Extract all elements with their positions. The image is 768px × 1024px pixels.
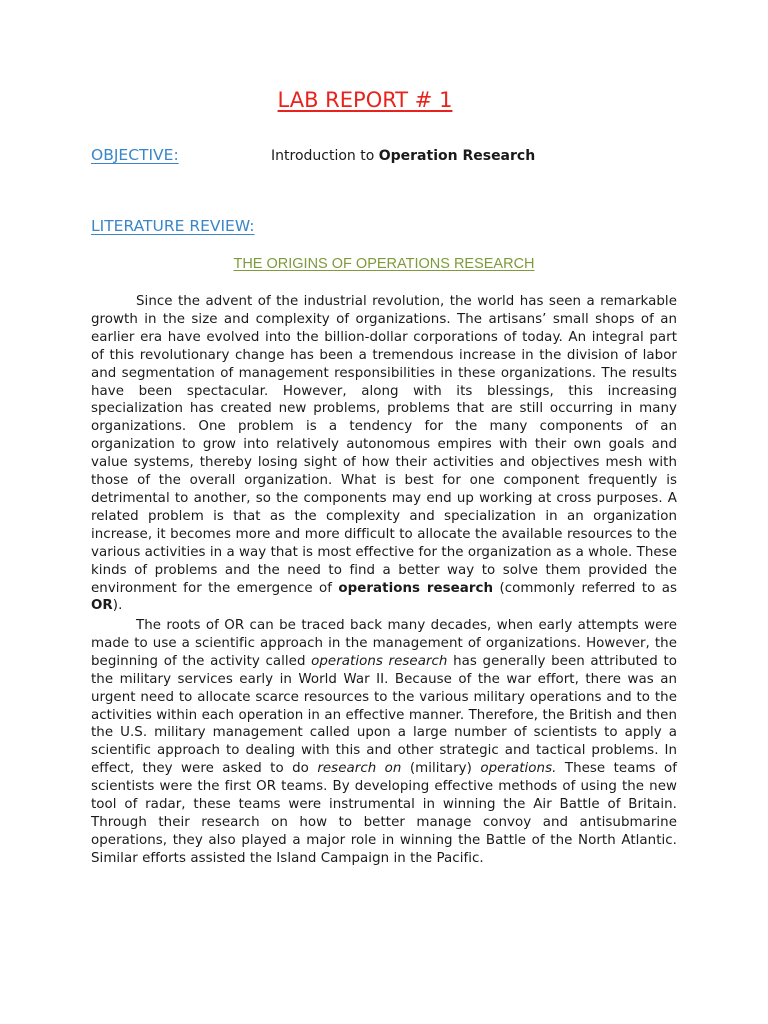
paragraph-2-italic-b: research on: [317, 761, 402, 777]
objective-text-bold: Operation Research: [378, 148, 536, 164]
paragraph-1-bold-abbrev: OR: [91, 598, 113, 614]
paragraph-2-text-c: (military): [401, 761, 481, 777]
paragraph-2-text-a: The roots of OR can be traced back many decades, when early attempts were made to use a scientific approach in the management of organizations. However, the beginning of the activity called: [91, 618, 677, 669]
paragraph-origins: [91, 293, 677, 615]
objective-text-prefix: Introduction to: [271, 148, 379, 164]
paragraph-1-bold-term: operations research: [338, 580, 494, 596]
objective-label: OBJECTIVE:: [91, 146, 179, 164]
paragraph-1-text-b: (commonly referred to as: [493, 580, 678, 596]
paragraph-2-text-b: has generally been attributed to the military services early in World War II. Because of the war effort, there was an urgent need to allocate scarce resources to the various military operations and to the activities within each operation in an effective manner. Therefore, the British and then the U.S. military management called upon a large number of scientists to apply a scientific approach to dealing with this and other strategic and tactical problems. In effect, they were asked to do: [91, 653, 677, 777]
report-title: LAB REPORT # 1: [277, 88, 453, 112]
section-heading: THE ORIGINS OF OPERATIONS RESEARCH: [233, 256, 535, 272]
paragraph-roots: [91, 617, 677, 868]
paragraph-2-italic-a: operations research: [311, 653, 448, 669]
paragraph-2-text-d: These teams of scientists were the first OR teams. By developing effective methods of using the new tool of radar, these teams were instrumental in winning the Air Battle of Britain. Through their research on how to better manage convoy and antisubmarine operations, they also played a major role in winning the Battle of the North Atlantic. Similar efforts assisted the Island Campaign in the Pacific.: [91, 761, 678, 866]
paragraph-2-italic-c: operations.: [480, 761, 557, 777]
paragraph-1-text-c: ).: [112, 598, 123, 614]
paragraph-1-text-a: Since the advent of the industrial revolution, the world has seen a remarkable growth in the size and complexity of organizations. The artisans’ small shops of an earlier era have evolved into the billion-dollar corporations of today. An integral part of this revolutionary change has been a tremendous increase in the division of labor and segmentation of management responsibilities in these organizations. The results have been spectacular. However, along with its blessings, this increasing specialization has created new problems, problems that are still occurring in many organizations. One problem is a tendency for the many components of an organization to grow into relatively autonomous empires with their own goals and value systems, thereby losing sight of how their activities and objectives mesh with those of the overall organization. What is best for one component frequently is detrimental to another, so the components may end up working at cross purposes. A related problem is that as the complexity and specialization in an organization increase, it becomes more and more difficult to allocate the available resources to the various activities in a way that is most effective for the organization as a whole. These kinds of problems and the need to find a better way to solve them provided the environment for the emergence of: [91, 294, 677, 596]
objective-text: [271, 148, 535, 164]
literature-review-label: LITERATURE REVIEW:: [91, 217, 255, 235]
